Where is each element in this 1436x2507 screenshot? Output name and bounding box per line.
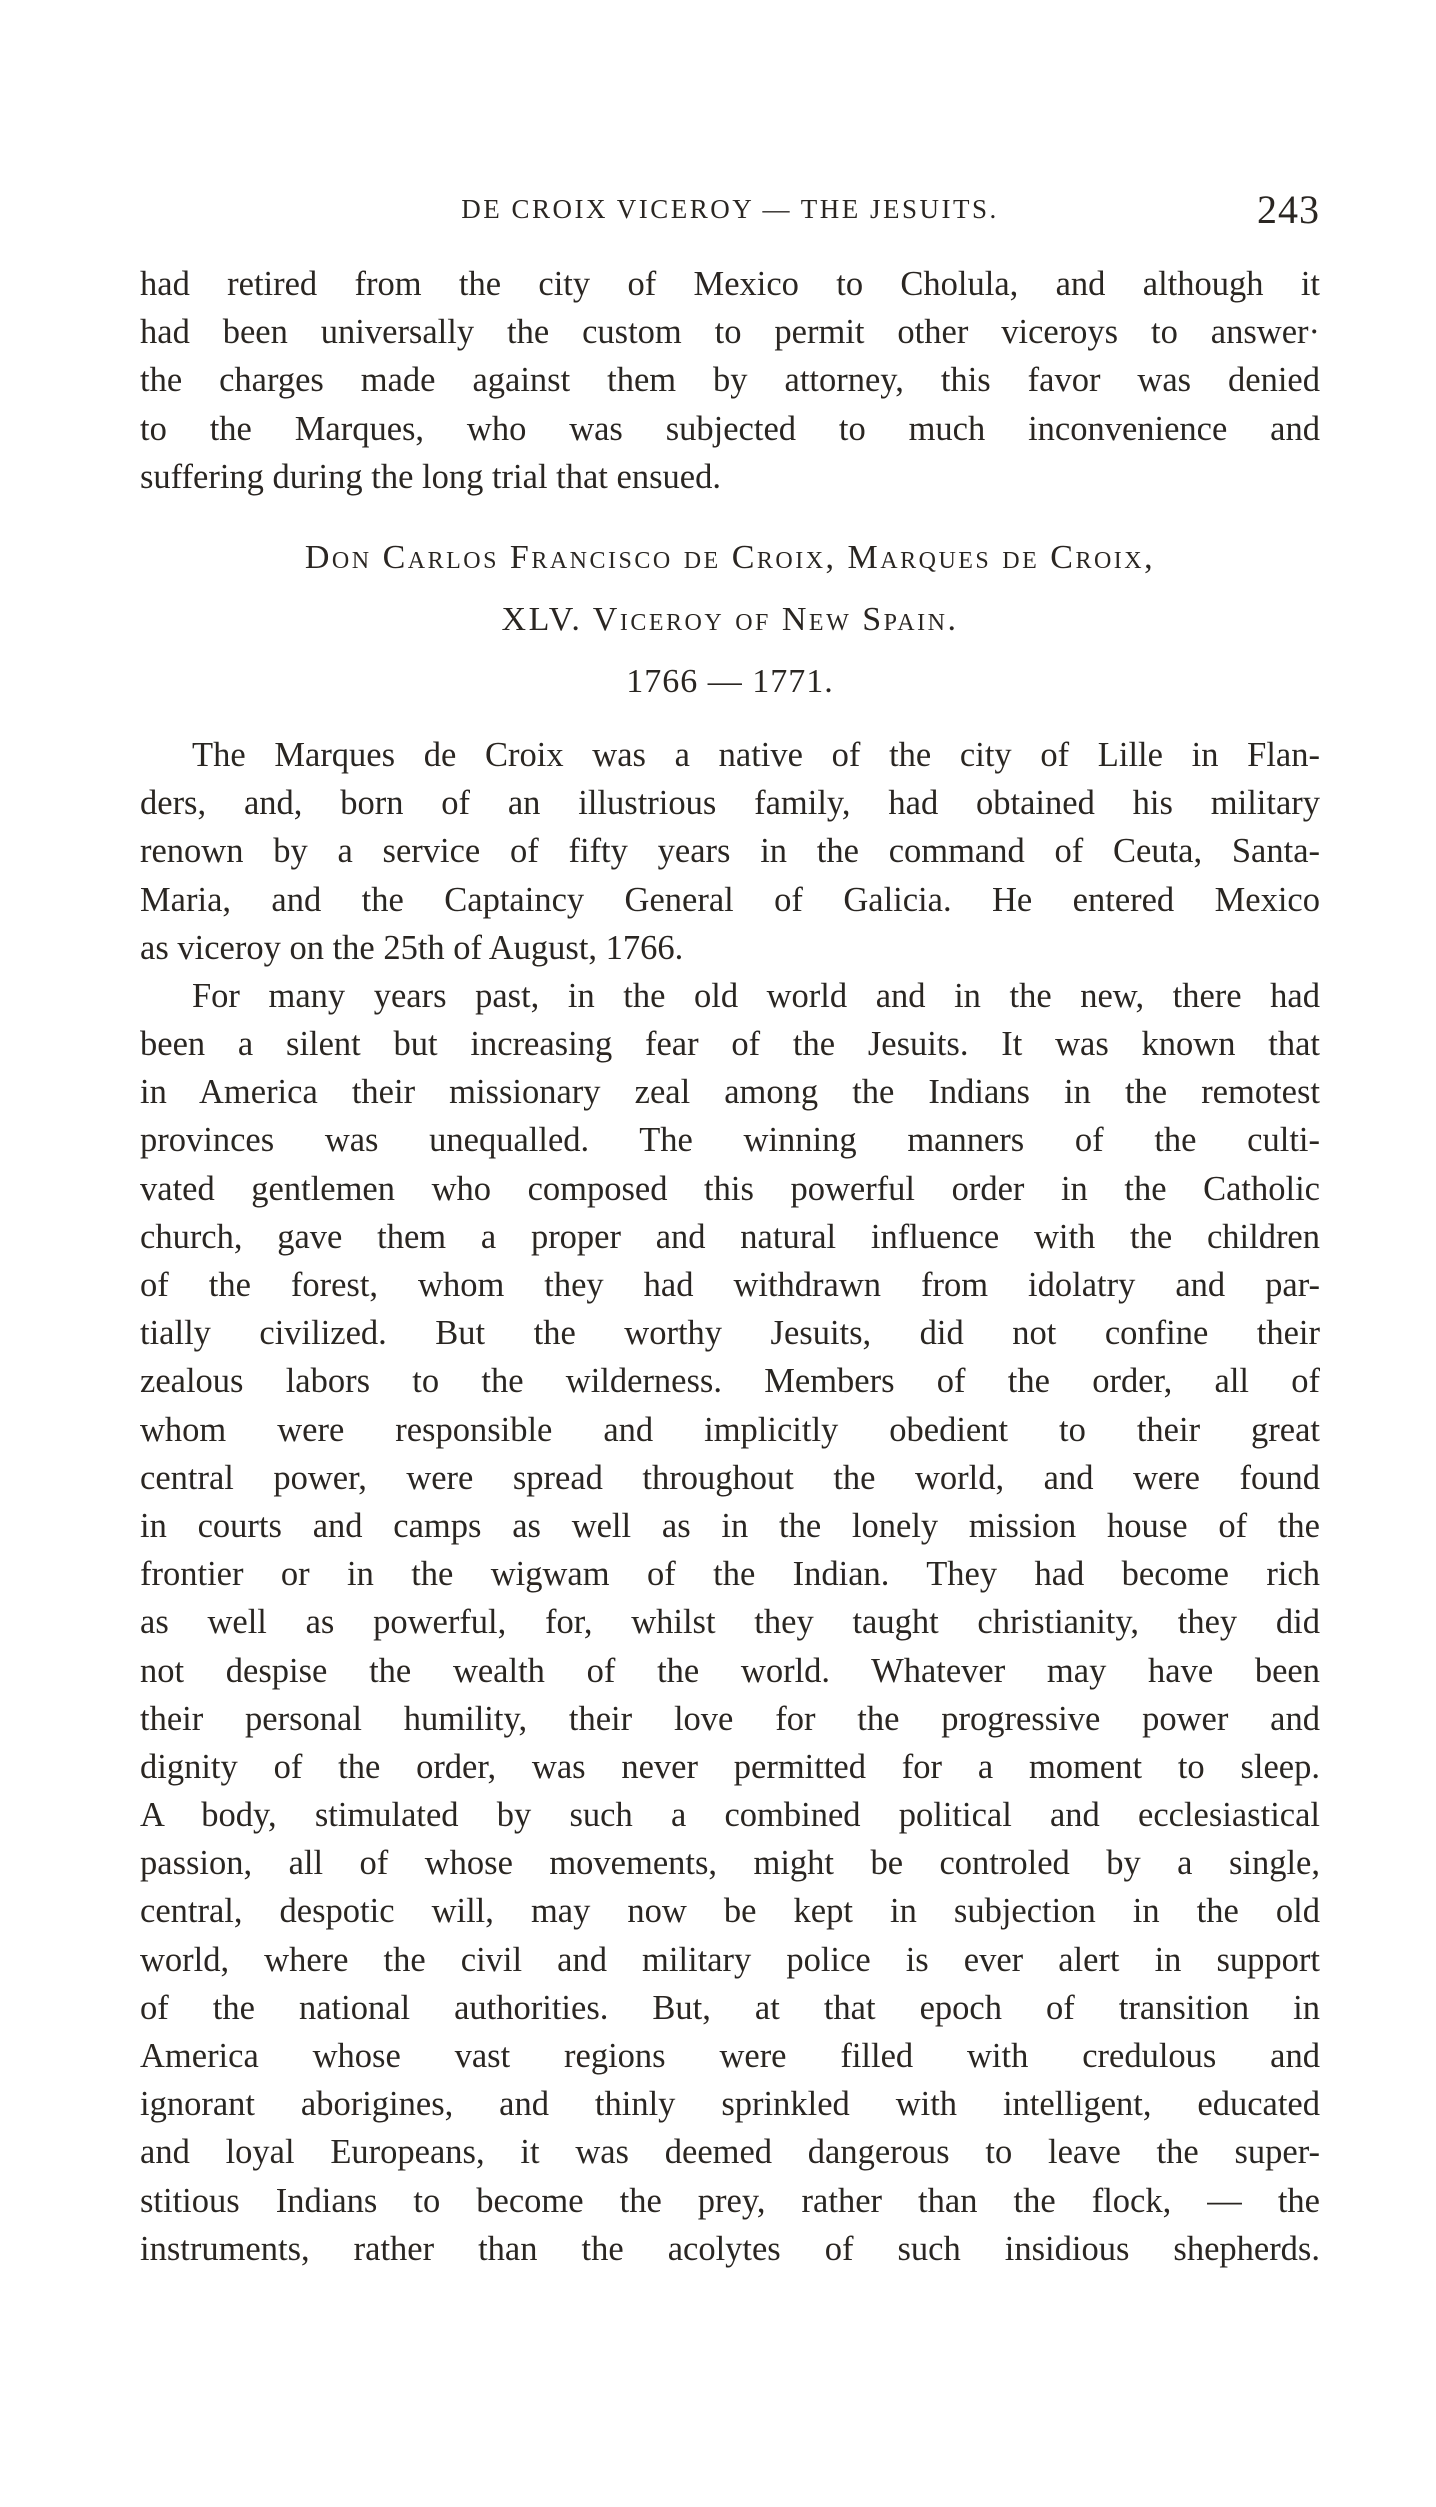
- text-line: as well as powerful, for, whilst they taught christianity, they did: [140, 1603, 1320, 1642]
- text-line: suffering during the long trial that ensued.: [140, 457, 721, 496]
- text-line: in America their missionary zeal among the Indians in the remotest: [140, 1073, 1320, 1112]
- paragraph-2: [140, 972, 1320, 2273]
- body-text: [140, 260, 1320, 2273]
- text-line: ignorant aborigines, and thinly sprinkled with intelligent, educated: [140, 2085, 1320, 2124]
- text-line: tially civilized. But the worthy Jesuits, did not confine their: [140, 1314, 1320, 1353]
- text-line: vated gentlemen who composed this powerful order in the Catholic: [140, 1169, 1320, 1208]
- text-line: passion, all of whose movements, might be controled by a single,: [140, 1844, 1320, 1883]
- text-line: as viceroy on the 25th of August, 1766.: [140, 928, 684, 967]
- continuation-paragraph: [140, 260, 1320, 501]
- heading-title-line: XLV. Viceroy of New Spain.: [501, 600, 959, 638]
- section-heading: [140, 527, 1320, 713]
- text-line: of the national authorities. But, at that epoch of transition in: [140, 1988, 1320, 2027]
- text-line: frontier or in the wigwam of the Indian. They had become rich: [140, 1555, 1320, 1594]
- text-line: had retired from the city of Mexico to Cholula, and although it: [140, 265, 1320, 303]
- paragraph-1: [140, 731, 1320, 972]
- text-line: central, despotic will, may now be kept in subjection in the old: [140, 1892, 1320, 1931]
- text-line: stitious Indians to become the prey, rather than the flock, — the: [140, 2181, 1320, 2220]
- heading-name-line: Don Carlos Francisco de Croix, Marques de Croix,: [304, 538, 1156, 576]
- text-line: world, where the civil and military police is ever alert in support: [140, 1940, 1320, 1979]
- text-line: America whose vast regions were filled with credulous and: [140, 2037, 1320, 2075]
- text-line: central power, were spread throughout the world, and were found: [140, 1458, 1320, 1497]
- text-line: and loyal Europeans, it was deemed dangerous to leave the super-: [140, 2133, 1320, 2172]
- text-line: the charges made against them by attorney, this favor was denied: [140, 361, 1320, 400]
- text-line: instruments, rather than the acolytes of such insidious shepherds.: [140, 2229, 1320, 2268]
- text-line: zealous labors to the wilderness. Members of the order, all of: [140, 1362, 1320, 1401]
- text-line: whom were responsible and implicitly obedient to their great: [140, 1410, 1320, 1449]
- text-line: For many years past, in the old world and in the new, there had: [192, 976, 1320, 1015]
- text-line: had been universally the custom to permit other viceroys to answer·: [140, 313, 1320, 352]
- text-line: renown by a service of fifty years in the command of Ceuta, Santa-: [140, 832, 1320, 871]
- running-head: [140, 186, 1320, 238]
- text-line: been a silent but increasing fear of the Jesuits. It was known that: [140, 1025, 1320, 1064]
- text-line: not despise the wealth of the world. Whatever may have been: [140, 1651, 1320, 1690]
- page-number: 243: [1257, 187, 1320, 232]
- text-line: to the Marques, who was subjected to much inconvenience and: [140, 409, 1320, 448]
- text-line: ders, and, born of an illustrious family, had obtained his military: [140, 784, 1320, 823]
- heading-years: 1766 — 1771.: [626, 662, 834, 700]
- text-line: of the forest, whom they had withdrawn from idolatry and par-: [140, 1266, 1320, 1304]
- text-line: dignity of the order, was never permitted for a moment to sleep.: [140, 1747, 1320, 1786]
- text-line: their personal humility, their love for the progressive power and: [140, 1699, 1320, 1738]
- text-line: The Marques de Croix was a native of the city of Lille in Flan-: [192, 735, 1320, 774]
- text-line: in courts and camps as well as in the lonely mission house of the: [140, 1506, 1320, 1545]
- text-line: Maria, and the Captaincy General of Galicia. He entered Mexico: [140, 880, 1320, 919]
- text-line: provinces was unequalled. The winning manners of the culti-: [140, 1121, 1320, 1160]
- running-title: DE CROIX VICEROY — THE JESUITS.: [461, 194, 999, 224]
- text-line: A body, stimulated by such a combined political and ecclesiastical: [140, 1796, 1320, 1835]
- text-line: church, gave them a proper and natural influence with the children: [140, 1217, 1320, 1256]
